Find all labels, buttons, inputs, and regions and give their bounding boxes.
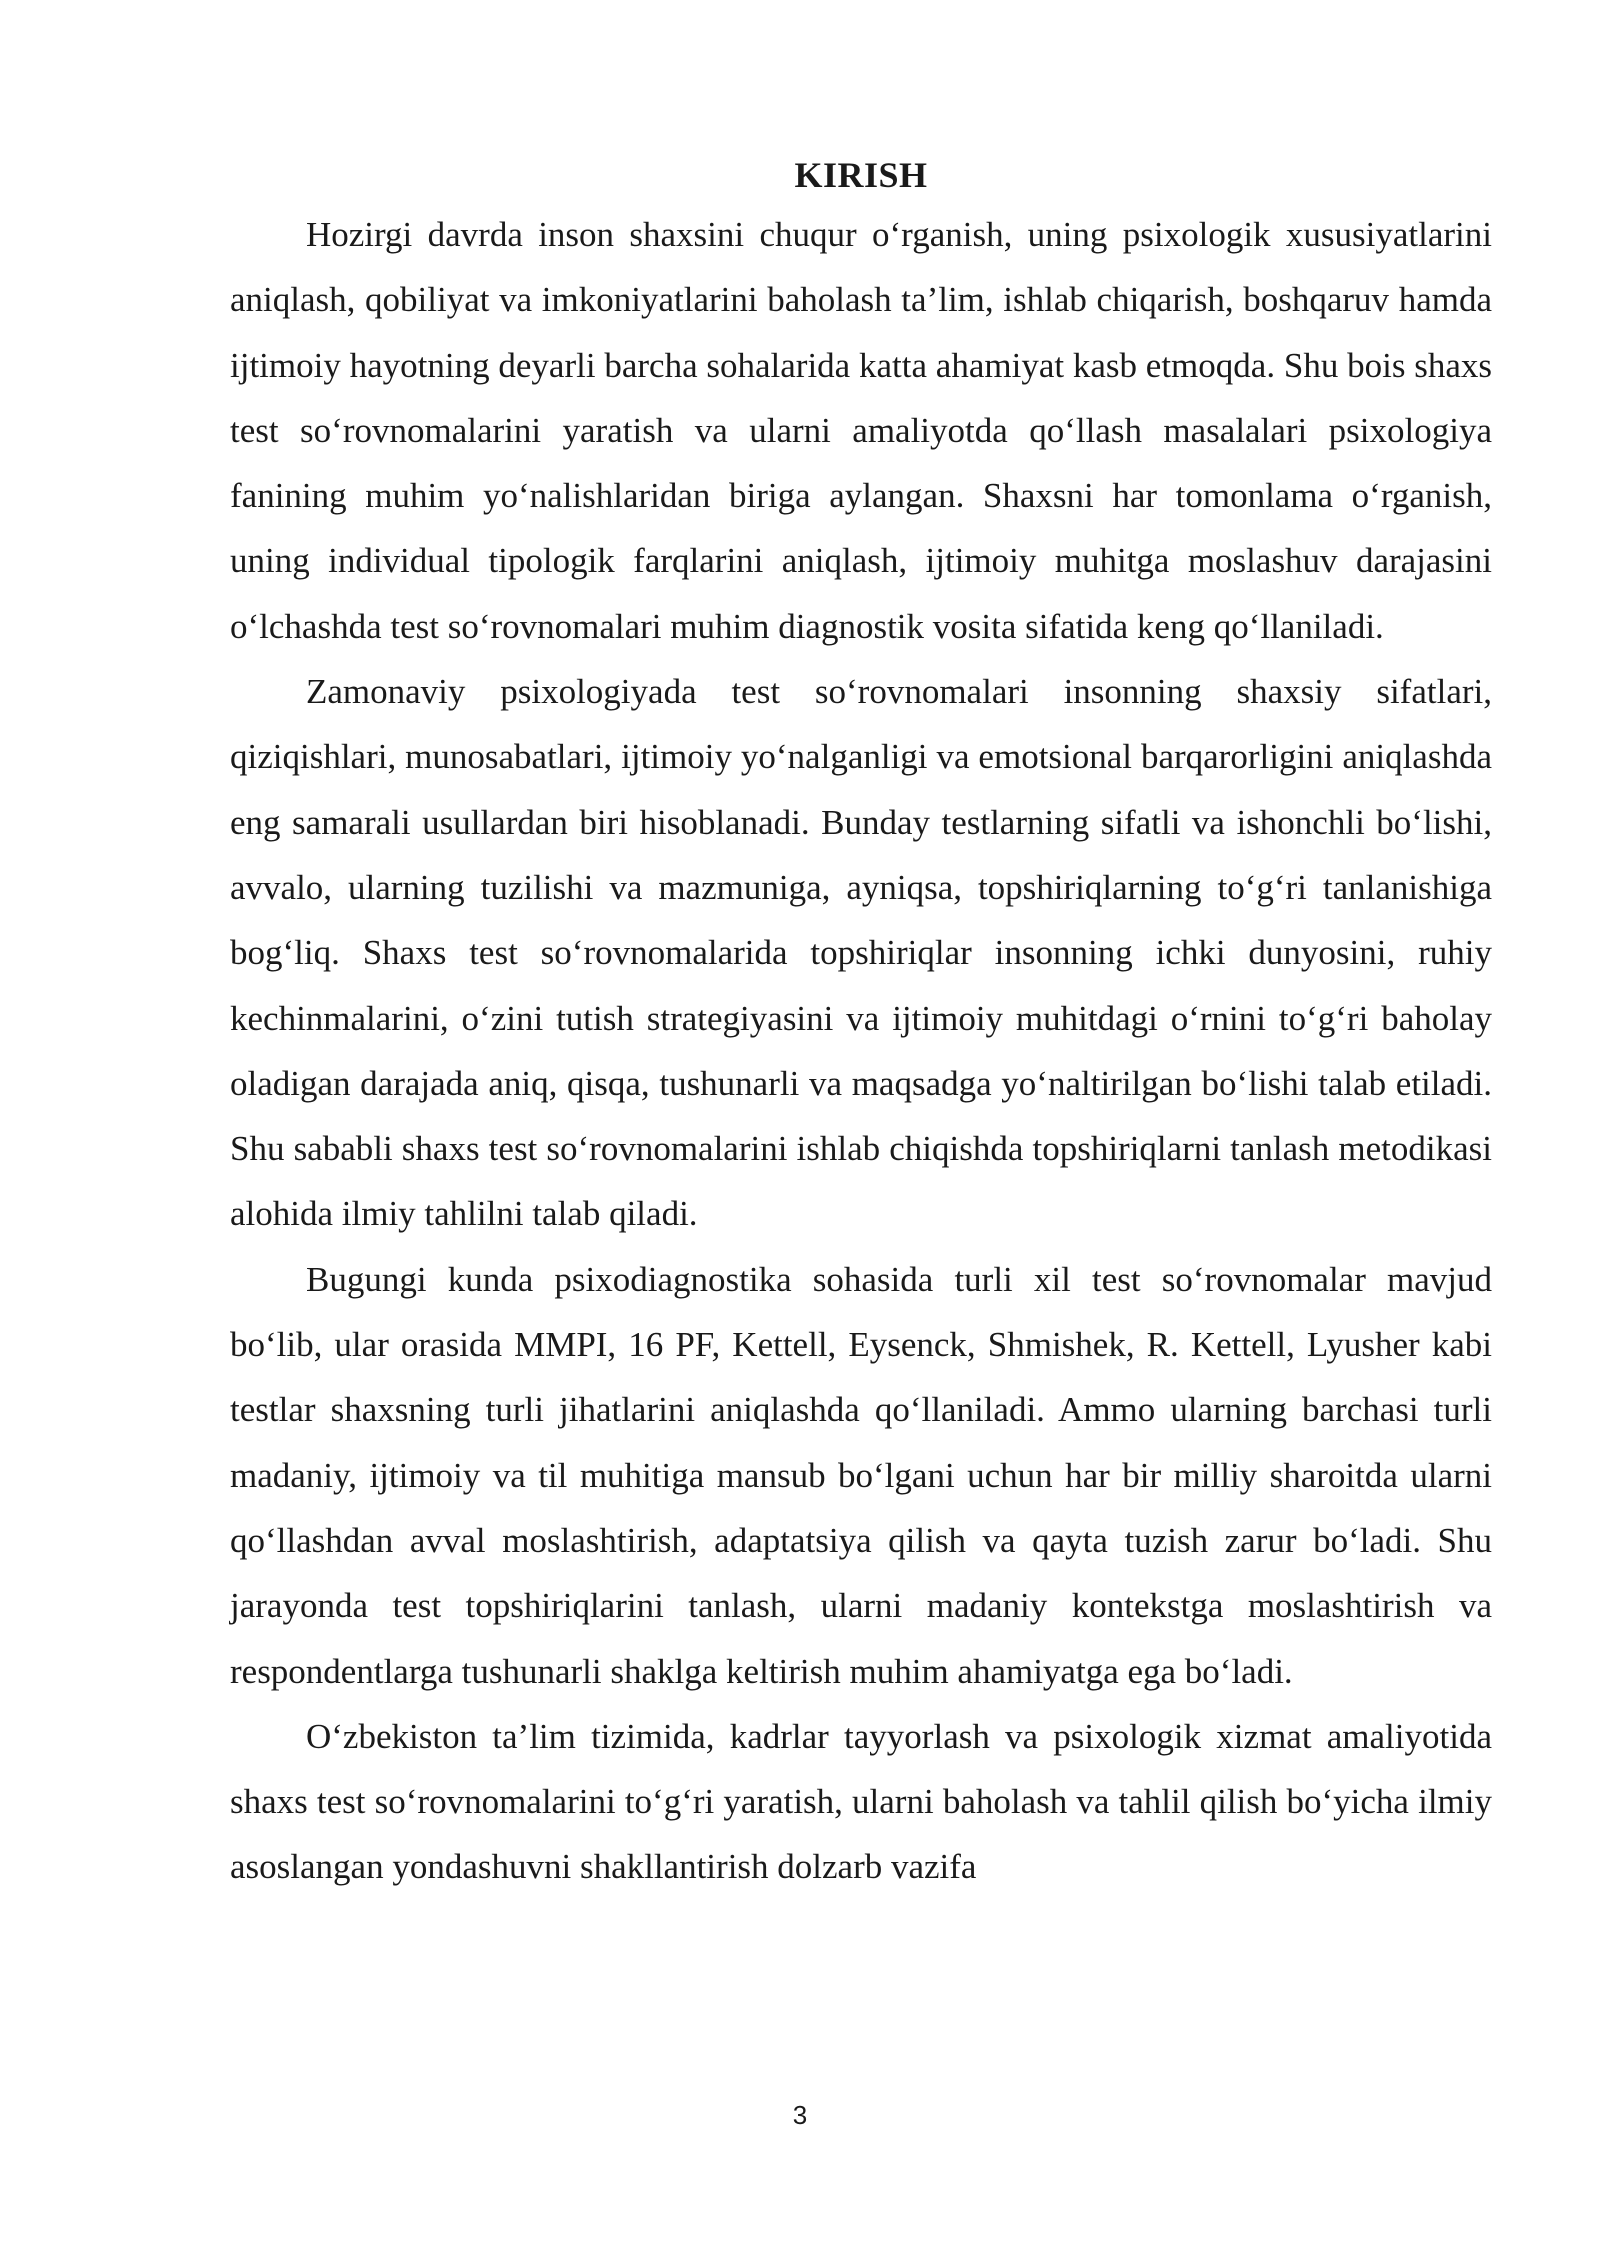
- document-page: [230, 150, 1492, 1900]
- document-title: KIRISH: [794, 155, 928, 195]
- page-number: 3: [792, 2100, 808, 2130]
- paragraph-2: Zamonaviy psixologiyada test so‘rovnomalari insonning shaxsiy sifatlari, qiziqishlari, munosabatlari, ijtimoiy yo‘nalganligi va emotsional barqarorligini aniqlashda eng samarali usullardan biri hisoblanadi. Bunday testlarning sifatli va ishonchli bo‘lishi, avvalo, ularning tuzilishi va mazmuniga, ayniqsa, topshiriqlarning to‘g‘ri tanlanishiga bog‘liq. Shaxs test so‘rovnomalarida topshiriqlar insonning ichki dunyosini, ruhiy kechinmalarini, o‘zini tutish strategiyasini va ijtimoiy muhitdagi o‘rnini to‘g‘ri baholay oladigan darajada aniq, qisqa, tushunarli va maqsadga yo‘naltirilgan bo‘lishi talab etiladi. Shu sababli shaxs test so‘rovnomalarini ishlab chiqishda topshiriqlarni tanlash metodikasi alohida ilmiy tahlilni talab qiladi.: [230, 672, 1492, 1234]
- paragraph-3: Bugungi kunda psixodiagnostika sohasida turli xil test so‘rovnomalar mavjud bo‘lib, ular orasida MMPI, 16 PF, Kettell, Eysenck, Shmishek, R. Kettell, Lyusher kabi testlar shaxsning turli jihatlarini aniqlashda qo‘llaniladi. Ammo ularning barchasi turli madaniy, ijtimoiy va til muhitiga mansub bo‘lgani uchun har bir milliy sharoitda ularni qo‘llashdan avval moslashtirish, adaptatsiya qilish va qayta tuzish zarur bo‘ladi. Shu jarayonda test topshiriqlarini tanlash, ularni madaniy kontekstga moslashtirish va respondentlarga tushunarli shaklga keltirish muhim ahamiyatga ega bo‘ladi.: [230, 1259, 1492, 1691]
- paragraph-4: O‘zbekiston ta’lim tizimida, kadrlar tayyorlash va psixologik xizmat amaliyotida shaxs test so‘rovnomalarini to‘g‘ri yaratish, ularni baholash va tahlil qilish bo‘yicha ilmiy asoslangan yondashuvni shakllantirish dolzarb vazifa: [230, 1716, 1492, 1887]
- paragraph-1: Hozirgi davrda inson shaxsini chuqur o‘rganish, uning psixologik xususiyatlarini aniqlash, qobiliyat va imkoniyatlarini baholash ta’lim, ishlab chiqarish, boshqaruv hamda ijtimoiy hayotning deyarli barcha sohalarida katta ahamiyat kasb etmoqda. Shu bois shaxs test so‘rovnomalarini yaratish va ularni amaliyotda qo‘llash masalalari psixologiya fanining muhim yo‘nalishlaridan biriga aylangan. Shaxsni har tomonlama o‘rganish, uning individual tipologik farqlarini aniqlash, ijtimoiy muhitga moslashuv darajasini o‘lchashda test so‘rovnomalari muhim diagnostik vosita sifatida keng qo‘llaniladi.: [230, 215, 1492, 646]
